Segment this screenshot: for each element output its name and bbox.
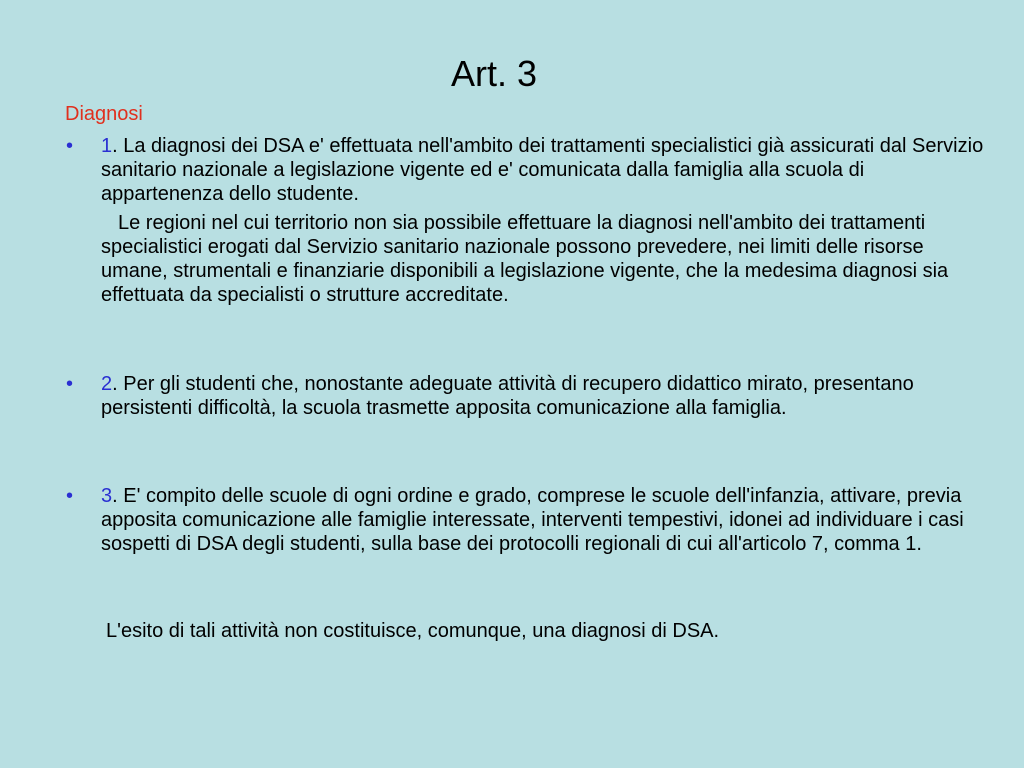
list-item-paragraph: Le regioni nel cui territorio non sia possibile effettuare la diagnosi nell'ambito dei trattamenti specialistici erogati dal Servizio sanitario nazionale possono prevedere, nei limiti delle risorse umane, strumentali e finanziarie disponibili a legislazione vigente, che la medesima diagnosi sia effettuata da specialisti o strutture accreditate. bbox=[101, 212, 949, 306]
section-heading: Diagnosi bbox=[65, 103, 143, 125]
item-text: . Per gli studenti che, nonostante adeguate attività di recupero didattico mirato, presentano persistenti difficoltà, la scuola trasmette apposita comunicazione alla famiglia. bbox=[101, 373, 914, 419]
bullet-icon: • bbox=[66, 135, 74, 157]
bullet-icon: • bbox=[66, 485, 74, 507]
item-text: . La diagnosi dei DSA e' effettuata nell'ambito dei trattamenti specialistici già assicurati dal Servizio sanitario nazionale a legislazione vigente ed e' comunicata dalla famiglia alla scuola di appartenenza dello studente. bbox=[101, 135, 984, 205]
item-text: . E' compito delle scuole di ogni ordine e grado, comprese le scuole dell'infanzia, attivare, previa apposita comunicazione alle famiglie interessate, interventi tempestivi, idonei ad individuare i casi sospetti di DSA degli studenti, sulla base dei protocolli regionali di cui all'articolo 7, comma 1. bbox=[101, 485, 964, 555]
item-number: 1 bbox=[101, 135, 113, 157]
item-number: 2 bbox=[101, 373, 113, 395]
list-item-body bbox=[101, 134, 986, 206]
bullet-icon: • bbox=[66, 373, 74, 395]
closing-note: L'esito di tali attività non costituisce, comunque, una diagnosi di DSA. bbox=[106, 620, 720, 642]
slide-title: Art. 3 bbox=[450, 53, 538, 94]
item-number: 3 bbox=[101, 485, 113, 507]
list-item-body bbox=[101, 372, 986, 420]
list-item-body bbox=[101, 484, 986, 556]
